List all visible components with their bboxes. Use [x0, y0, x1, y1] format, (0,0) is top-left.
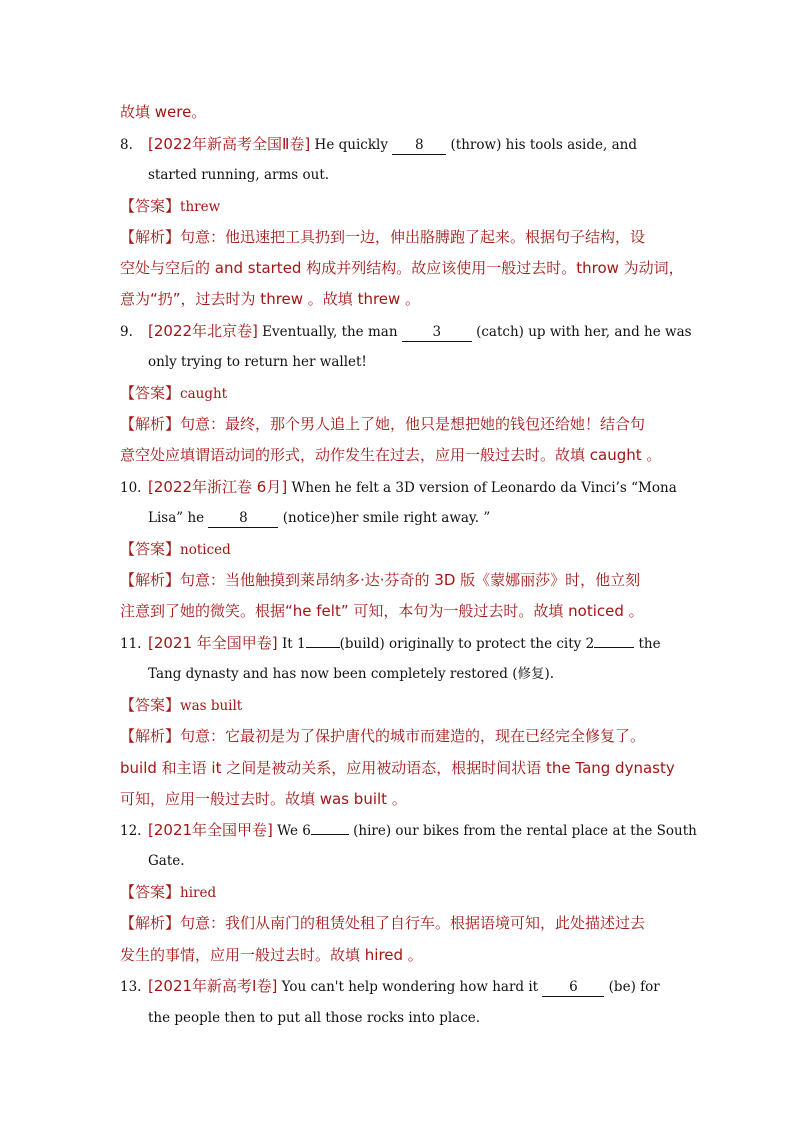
- answer-11: [120, 695, 242, 715]
- answer-text: caught: [180, 386, 228, 402]
- question-number: 9.: [120, 324, 133, 340]
- question-text: You can't help wondering how hard it: [277, 979, 543, 995]
- question-8-cont: started running, arms out.: [148, 167, 330, 183]
- question-source: [2021年全国甲卷]: [148, 821, 273, 839]
- explanation-11: [120, 726, 645, 746]
- question-number: 11.: [120, 636, 142, 652]
- question-text: Lisa” he: [148, 510, 209, 526]
- question-number: 10.: [120, 480, 142, 496]
- answer-blank[interactable]: 8: [392, 136, 446, 155]
- answer-blank[interactable]: 8: [208, 509, 278, 528]
- explanation-10: [120, 570, 640, 590]
- question-text: When he felt a 3D version of Leonardo da Vinci’s “Mona: [287, 480, 677, 496]
- question-text: Eventually, the man: [257, 324, 402, 340]
- question-10-cont: [148, 508, 490, 528]
- question-number: 8.: [120, 137, 133, 153]
- question-10: [120, 477, 677, 497]
- answer-text: noticed: [180, 542, 231, 558]
- answer-10: [120, 539, 231, 559]
- question-source: [2021年新高考Ⅰ卷]: [148, 977, 278, 995]
- answer-tag: 【答案】: [120, 883, 181, 901]
- explanation-8-line3: 意为“扔”，过去时为 threw 。故填 threw 。: [120, 290, 421, 308]
- answer-blank-2[interactable]: [594, 647, 634, 648]
- explanation-9: [120, 414, 645, 434]
- answer-9: [120, 383, 227, 403]
- explanation-tag: 【解析】: [120, 571, 181, 589]
- question-text: We 6: [272, 823, 311, 839]
- explanation-text: 句意：当他触摸到莱昂纳多·达·芬奇的 3D 版《蒙娜丽莎》时，他立刻: [180, 571, 641, 589]
- question-text: (build) originally to protect the city 2: [339, 636, 595, 652]
- answer-8: [120, 196, 220, 216]
- question-13-cont: the people then to put all those rocks into place.: [148, 1010, 481, 1026]
- answer-tag: 【答案】: [120, 540, 181, 558]
- explanation-11-line3: 可知，应用一般过去时。故填 was built 。: [120, 790, 407, 808]
- question-number: 12.: [120, 823, 142, 839]
- answer-blank[interactable]: 3: [402, 323, 472, 342]
- question-text: It 1: [277, 636, 306, 652]
- explanation-10-line2: 注意到了她的微笑。根据“he felt” 可知，本句为一般过去时。故填 noticed 。: [120, 602, 644, 620]
- explanation-text: 句意：他迅速把工具扔到一边，伸出胳膊跑了起来。根据句子结构，设: [180, 228, 646, 246]
- answer-blank[interactable]: 6: [542, 978, 604, 997]
- question-13: [120, 976, 660, 996]
- explanation-tag: 【解析】: [120, 727, 181, 745]
- explanation-11-line2: build 和主语 it 之间是被动关系，应用被动语态，根据时间状语 the Tang dynasty: [120, 759, 675, 777]
- question-8: [120, 134, 637, 154]
- explanation-8: [120, 227, 645, 247]
- question-12-cont: Gate.: [148, 853, 185, 869]
- answer-tag: 【答案】: [120, 197, 181, 215]
- question-12: [120, 820, 697, 840]
- question-source: [2022年北京卷]: [148, 322, 258, 340]
- question-11: [120, 633, 661, 653]
- question-text: (hire) our bikes from the rental place at the South: [348, 823, 697, 839]
- question-9: [120, 321, 692, 341]
- question-text: the: [634, 636, 661, 652]
- question-source: [2022年浙江卷 6月]: [148, 478, 288, 496]
- answer-blank[interactable]: [311, 834, 349, 835]
- question-text: (be) for: [604, 979, 660, 995]
- question-9-cont: only trying to return her wallet!: [148, 354, 367, 370]
- explanation-tag: 【解析】: [120, 914, 181, 932]
- question-source: [2022年新高考全国Ⅱ卷]: [148, 135, 311, 153]
- explanation-9-line2: 意空处应填谓语动词的形式，动作发生在过去，应用一般过去时。故填 caught 。: [120, 446, 662, 464]
- answer-continuation: [120, 102, 206, 122]
- answer-text: threw: [180, 199, 221, 215]
- answer-text: was built: [180, 698, 243, 714]
- question-number: 13.: [120, 979, 142, 995]
- answer-tag: 【答案】: [120, 696, 181, 714]
- question-source: [2021 年全国甲卷]: [148, 634, 278, 652]
- question-text: He quickly: [310, 137, 393, 153]
- question-11-cont: Tang dynasty and has now been completely restored (修复).: [148, 666, 555, 682]
- explanation-tag: 【解析】: [120, 228, 181, 246]
- explanation-text: 句意：我们从南门的租赁处租了自行车。根据语境可知，此处描述过去: [180, 914, 646, 932]
- explanation-8-line2: 空处与空后的 and started 构成并列结构。故应该使用一般过去时。throw 为动词，: [120, 259, 684, 277]
- explanation-12: [120, 913, 645, 933]
- explanation-tag: 【解析】: [120, 415, 181, 433]
- explanation-12-line2: 发生的事情，应用一般过去时。故填 hired 。: [120, 946, 423, 964]
- question-text: (notice)her smile right away. ”: [278, 510, 491, 526]
- explanation-text: 句意：它最初是为了保护唐代的城市而建造的，现在已经完全修复了。: [180, 727, 646, 745]
- answer-blank-1[interactable]: [306, 647, 340, 648]
- answer-text: 故填 were。: [120, 103, 207, 121]
- answer-12: [120, 882, 216, 902]
- question-text: (throw) his tools aside, and: [446, 137, 637, 153]
- explanation-text: 句意：最终，那个男人追上了她，他只是想把她的钱包还给她！结合句: [180, 415, 646, 433]
- answer-tag: 【答案】: [120, 384, 181, 402]
- question-text: (catch) up with her, and he was: [471, 324, 692, 340]
- answer-text: hired: [180, 885, 217, 901]
